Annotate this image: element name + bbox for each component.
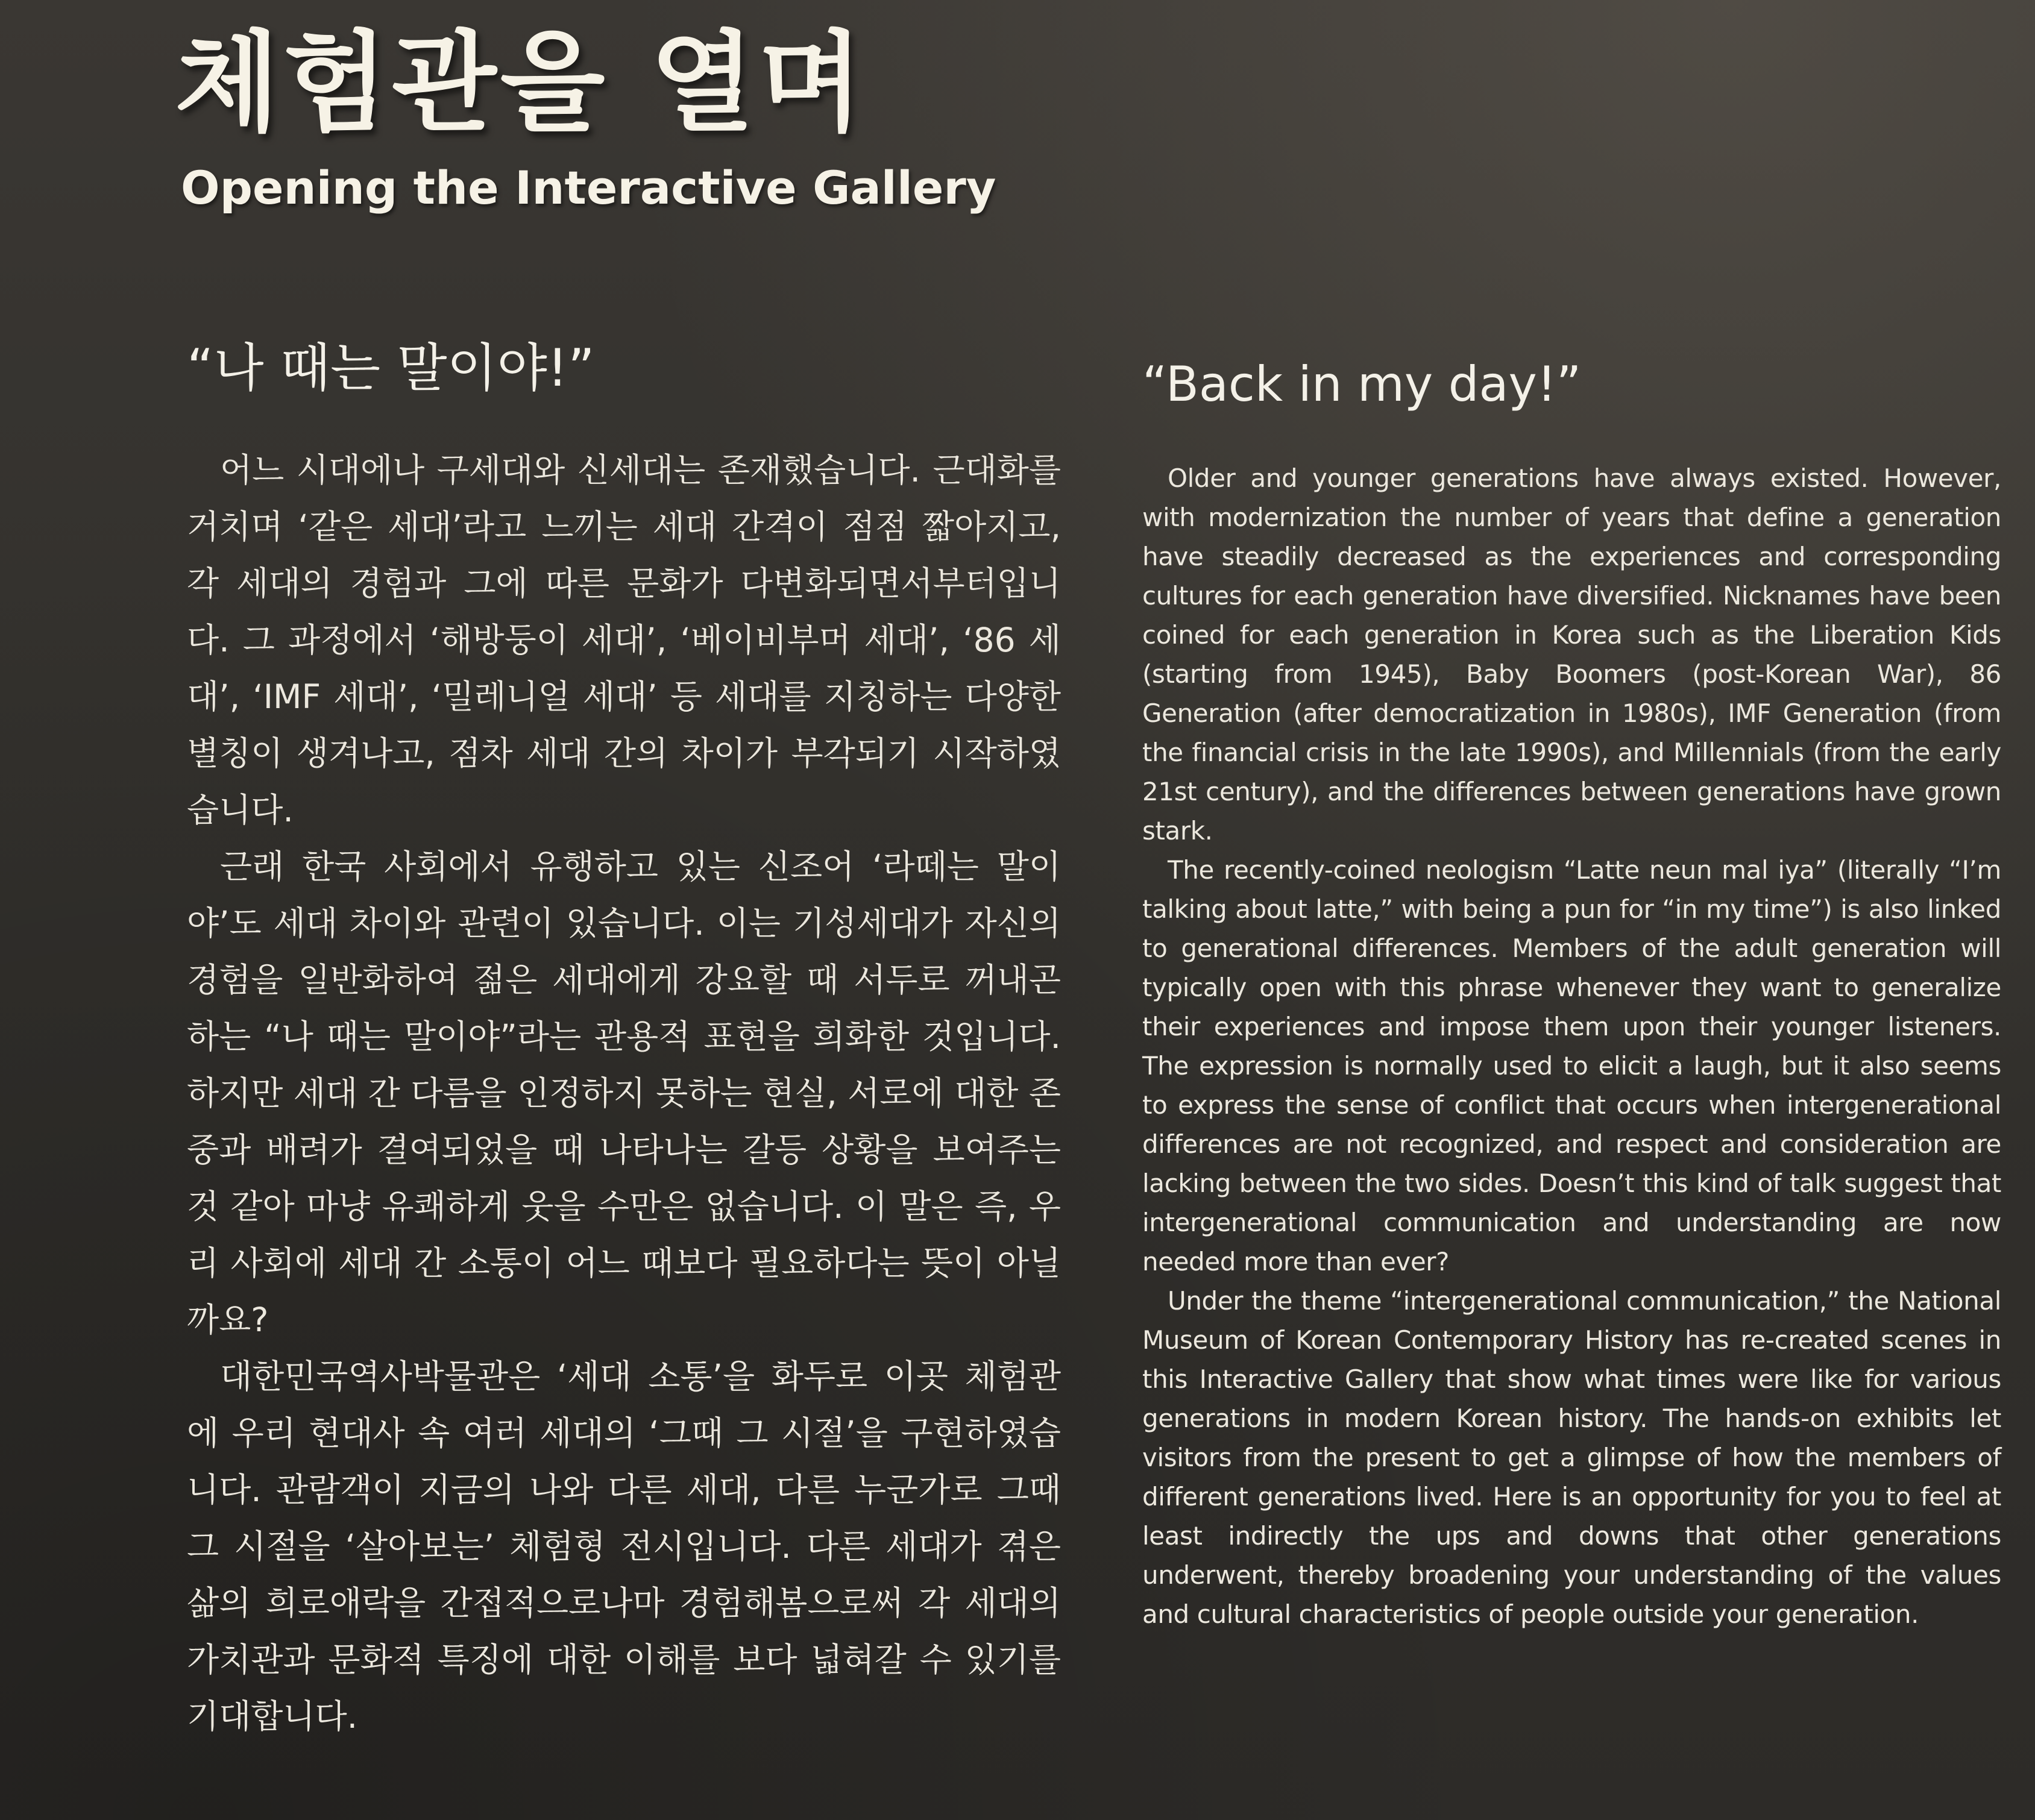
korean-title: 체험관을 열며 (175, 20, 867, 146)
english-paragraph-1: Older and younger generations have always existed. However, with modernization the number of years that define a generation have steadily decreased as the experiences and corresponding cultures for each generation have diversified. Nicknames have been coined for each generation in Korea such as the Liberation Kids (starting from 1945), Baby Boomers (post-Korean War), 86 Generation (after democratization in 1980s), IMF Generation (from the financial crisis in the late 1990s), and Millennials (from the early 21st century), and the differences between generations have grown stark. (1142, 463, 2001, 846)
korean-paragraph-3: 대한민국역사박물관은 ‘세대 소통’을 화두로 이곳 체험관에 우리 현대사 속 여러 세대의 ‘그때 그 시절’을 구현하였습니다. 관람객이 지금의 나와 다른 세대, 다른 누군가로 그때 그 시절을 ‘살아보는’ 체험형 전시입니다. 다른 세대가 겪은 삶의 희로애락을 간접적으로나마 경험해봄으로써 각 세대의 가치관과 문화적 특징에 대한 이해를 보다 넓혀갈 수 있기를 기대합니다. (187, 1357, 1061, 1736)
korean-column (187, 337, 1061, 1745)
english-paragraph-3: Under the theme “intergenerational communication,” the National Museum of Korean Contemporary History has re-created scenes in this Interactive Gallery that show what times were like for various generations in modern Korean history. The hands-on exhibits let visitors from the present to get a glimpse of how the members of different generations lived. Here is an opportunity for you to feel at least indirectly the ups and downs that other generations underwent, thereby broadening your understanding of the values and cultural characteristics of people outside your generation. (1142, 1286, 2001, 1629)
korean-heading: “나 때는 말이야!” (187, 338, 595, 398)
korean-paragraph-2: 근래 한국 사회에서 유행하고 있는 신조어 ‘라떼는 말이야’도 세대 차이와 관련이 있습니다. 이는 기성세대가 자신의 경험을 일반화하여 젊은 세대에게 강요할 때 서두로 꺼내곤 하는 “나 때는 말이야”라는 관용적 표현을 희화한 것입니다. 하지만 세대 간 다름을 인정하지 못하는 현실, 서로에 대한 존중과 배려가 결여되었을 때 나타나는 갈등 상황을 보여주는 것 같아 마냥 유쾌하게 웃을 수만은 없습니다. 이 말은 즉, 우리 사회에 세대 간 소통이 어느 때보다 필요하다는 뜻이 아닐까요? (187, 847, 1061, 1340)
english-column (1142, 356, 2001, 1634)
english-paragraph-2: The recently-coined neologism “Latte neun mal iya” (literally “I’m talking about latte,” with being a pun for “in my time”) is also linked to generational differences. Members of the adult generation will typically open with this phrase whenever they want to generalize their experiences and impose them upon their younger listeners. The expression is normally used to elicit a laugh, but it also seems to express the sense of conflict that occurs when intergenerational differences are not recognized, and respect and consideration are lacking between the two sides. Doesn’t this kind of talk suggest that intergenerational communication and understanding are now needed more than ever? (1142, 855, 2001, 1276)
korean-paragraph-1: 어느 시대에나 구세대와 신세대는 존재했습니다. 근대화를 거치며 ‘같은 세대’라고 느끼는 세대 간격이 점점 짧아지고, 각 세대의 경험과 그에 따른 문화가 다변화되면서부터입니다. 그 과정에서 ‘해방둥이 세대’, ‘베이비부머 세대’, ‘86 세대’, ‘IMF 세대’, ‘밀레니얼 세대’ 등 세대를 지칭하는 다양한 별칭이 생겨나고, 점차 세대 간의 차이가 부각되기 시작하였습니다. (187, 451, 1061, 830)
english-heading: “Back in my day!” (1142, 356, 1582, 412)
english-title: Opening the Interactive Gallery (181, 161, 996, 215)
